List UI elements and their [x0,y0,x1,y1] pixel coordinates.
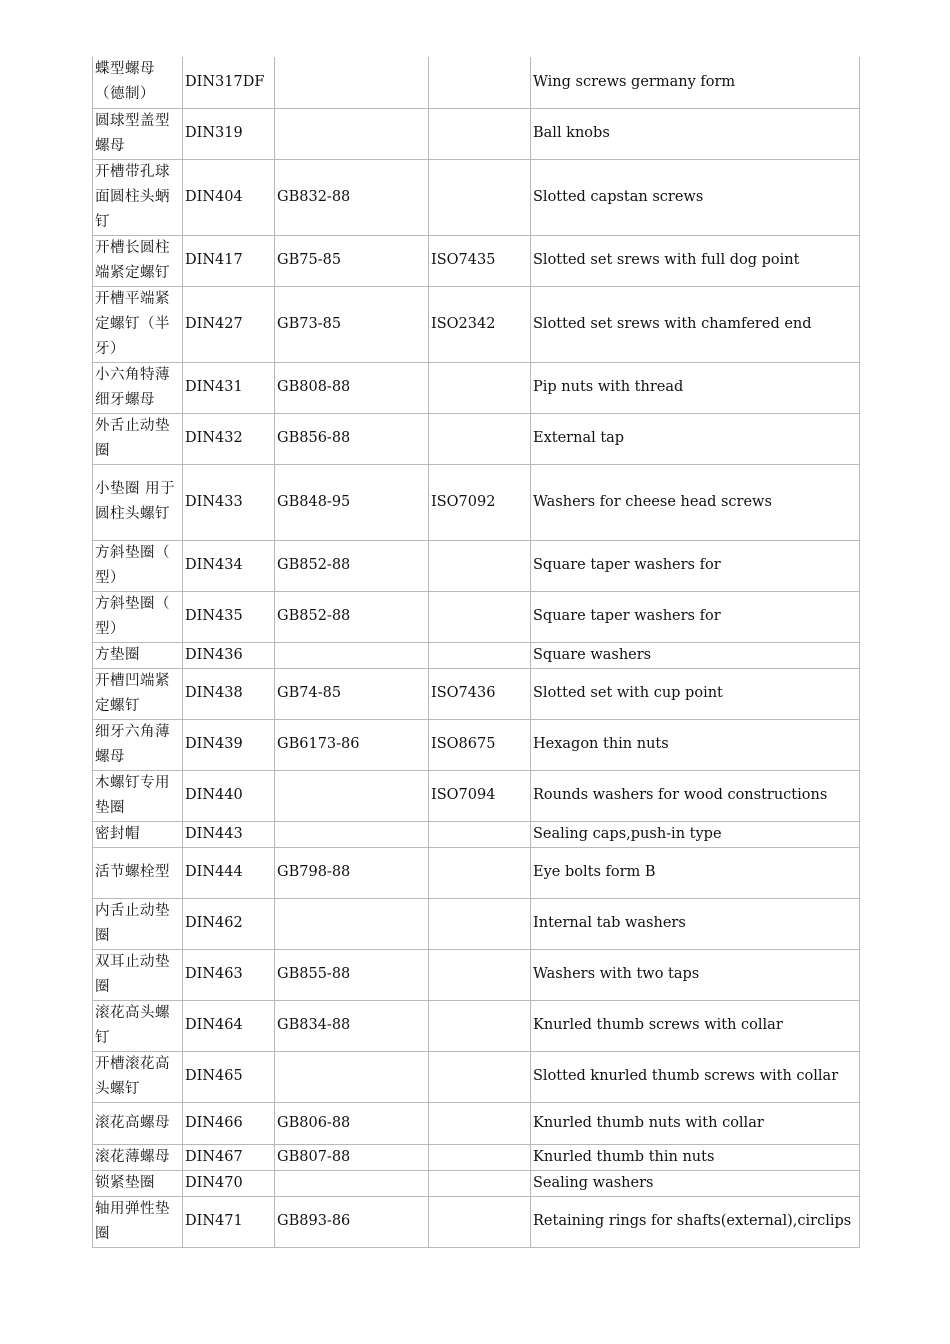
cell-chinese-name: 小垫圈 用于圆柱头螺钉 [93,464,183,540]
cell-iso [429,108,531,159]
cell-din: DIN466 [183,1102,275,1144]
cell-gb: GB6173-86 [275,719,429,770]
cell-iso [429,1102,531,1144]
cell-chinese-name: 开槽滚花高头螺钉 [93,1051,183,1102]
table-row [93,1051,860,1102]
table-row [93,847,860,898]
cell-gb: GB834-88 [275,1000,429,1051]
cell-chinese-name: 开槽平端紧定螺钉（半牙） [93,286,183,362]
cell-iso [429,1170,531,1196]
cell-english-name: Washers with two taps [531,949,860,1000]
cell-din: DIN404 [183,159,275,235]
cell-din: DIN431 [183,362,275,413]
table-row [93,362,860,413]
cell-gb: GB806-88 [275,1102,429,1144]
cell-chinese-name: 方斜垫圈（ 型） [93,591,183,642]
cell-english-name: Knurled thumb thin nuts [531,1144,860,1170]
table-row [93,540,860,591]
cell-english-name: Slotted set with cup point [531,668,860,719]
table-row [93,464,860,540]
cell-din: DIN464 [183,1000,275,1051]
cell-english-name: Washers for cheese head screws [531,464,860,540]
cell-gb [275,1051,429,1102]
cell-din: DIN417 [183,235,275,286]
table-row [93,719,860,770]
cell-chinese-name: 内舌止动垫圈 [93,898,183,949]
cell-iso: ISO8675 [429,719,531,770]
cell-iso [429,413,531,464]
table-row [93,235,860,286]
cell-chinese-name: 开槽凹端紧定螺钉 [93,668,183,719]
cell-chinese-name: 小六角特薄细牙螺母 [93,362,183,413]
cell-gb [275,108,429,159]
cell-english-name: Knurled thumb nuts with collar [531,1102,860,1144]
cell-iso [429,362,531,413]
cell-chinese-name: 轴用弹性垫圈 [93,1196,183,1247]
standards-table [92,57,860,1248]
cell-gb: GB852-88 [275,591,429,642]
table-body [93,57,860,1247]
cell-chinese-name: 圆球型盖型螺母 [93,108,183,159]
cell-chinese-name: 活节螺栓型 [93,847,183,898]
cell-english-name: Slotted capstan screws [531,159,860,235]
cell-english-name: Knurled thumb screws with collar [531,1000,860,1051]
cell-english-name: Slotted set srews with full dog point [531,235,860,286]
table-row [93,159,860,235]
cell-gb: GB808-88 [275,362,429,413]
cell-english-name: Hexagon thin nuts [531,719,860,770]
cell-chinese-name: 蝶型螺母（德制） [93,57,183,108]
cell-iso: ISO7094 [429,770,531,821]
cell-gb: GB832-88 [275,159,429,235]
cell-din: DIN443 [183,821,275,847]
cell-din: DIN433 [183,464,275,540]
cell-iso [429,847,531,898]
cell-chinese-name: 密封帽 [93,821,183,847]
cell-chinese-name: 开槽长圆柱端紧定螺钉 [93,235,183,286]
table-row [93,1144,860,1170]
cell-gb: GB75-85 [275,235,429,286]
cell-english-name: External tap [531,413,860,464]
cell-din: DIN317DF [183,57,275,108]
cell-chinese-name: 滚花薄螺母 [93,1144,183,1170]
cell-chinese-name: 滚花高螺母 [93,1102,183,1144]
cell-iso: ISO2342 [429,286,531,362]
cell-gb [275,898,429,949]
cell-iso [429,1000,531,1051]
cell-english-name: Sealing caps,push-in type [531,821,860,847]
cell-english-name: Square taper washers for [531,591,860,642]
cell-gb: GB852-88 [275,540,429,591]
cell-chinese-name: 细牙六角薄螺母 [93,719,183,770]
cell-iso [429,898,531,949]
table-row [93,1196,860,1247]
cell-iso: ISO7092 [429,464,531,540]
cell-din: DIN438 [183,668,275,719]
cell-iso: ISO7435 [429,235,531,286]
cell-din: DIN463 [183,949,275,1000]
cell-english-name: Rounds washers for wood constructions [531,770,860,821]
cell-english-name: Eye bolts form B [531,847,860,898]
table-row [93,57,860,108]
cell-english-name: Square taper washers for [531,540,860,591]
cell-english-name: Square washers [531,642,860,668]
cell-gb [275,642,429,668]
cell-english-name: Slotted set srews with chamfered end [531,286,860,362]
cell-chinese-name: 外舌止动垫圈 [93,413,183,464]
cell-din: DIN439 [183,719,275,770]
table-row [93,642,860,668]
table-row [93,1000,860,1051]
cell-din: DIN319 [183,108,275,159]
cell-chinese-name: 方垫圈 [93,642,183,668]
cell-english-name: Wing screws germany form [531,57,860,108]
table-row [93,821,860,847]
table-row [93,949,860,1000]
cell-din: DIN427 [183,286,275,362]
cell-iso [429,642,531,668]
cell-iso [429,1144,531,1170]
cell-din: DIN471 [183,1196,275,1247]
cell-iso [429,57,531,108]
cell-gb: GB74-85 [275,668,429,719]
cell-english-name: Slotted knurled thumb screws with collar [531,1051,860,1102]
table-row [93,1102,860,1144]
cell-iso [429,1196,531,1247]
cell-iso [429,591,531,642]
table-row [93,108,860,159]
cell-gb [275,770,429,821]
cell-english-name: Pip nuts with thread [531,362,860,413]
cell-iso [429,821,531,847]
cell-iso [429,1051,531,1102]
cell-din: DIN465 [183,1051,275,1102]
cell-din: DIN440 [183,770,275,821]
cell-chinese-name: 方斜垫圈（ 型） [93,540,183,591]
cell-din: DIN434 [183,540,275,591]
cell-english-name: Ball knobs [531,108,860,159]
cell-chinese-name: 锁紧垫圈 [93,1170,183,1196]
table-row [93,898,860,949]
table-row [93,591,860,642]
cell-din: DIN432 [183,413,275,464]
cell-english-name: Sealing washers [531,1170,860,1196]
table-row [93,770,860,821]
cell-chinese-name: 滚花高头螺钉 [93,1000,183,1051]
cell-gb: GB73-85 [275,286,429,362]
cell-iso [429,540,531,591]
table-row [93,286,860,362]
cell-gb: GB893-86 [275,1196,429,1247]
cell-din: DIN462 [183,898,275,949]
cell-chinese-name: 双耳止动垫圈 [93,949,183,1000]
table-row [93,413,860,464]
cell-gb [275,821,429,847]
cell-gb [275,1170,429,1196]
cell-gb: GB856-88 [275,413,429,464]
table-row [93,668,860,719]
cell-iso [429,159,531,235]
cell-gb: GB848-95 [275,464,429,540]
cell-din: DIN436 [183,642,275,668]
cell-din: DIN470 [183,1170,275,1196]
cell-din: DIN444 [183,847,275,898]
cell-din: DIN467 [183,1144,275,1170]
cell-english-name: Internal tab washers [531,898,860,949]
cell-gb: GB798-88 [275,847,429,898]
table-row [93,1170,860,1196]
cell-iso [429,949,531,1000]
cell-din: DIN435 [183,591,275,642]
cell-chinese-name: 开槽带孔球面圆柱头蛃钉 [93,159,183,235]
cell-gb: GB807-88 [275,1144,429,1170]
cell-iso: ISO7436 [429,668,531,719]
cell-gb: GB855-88 [275,949,429,1000]
cell-gb [275,57,429,108]
cell-chinese-name: 木螺钉专用垫圈 [93,770,183,821]
cell-english-name: Retaining rings for shafts(external),circlips [531,1196,860,1247]
